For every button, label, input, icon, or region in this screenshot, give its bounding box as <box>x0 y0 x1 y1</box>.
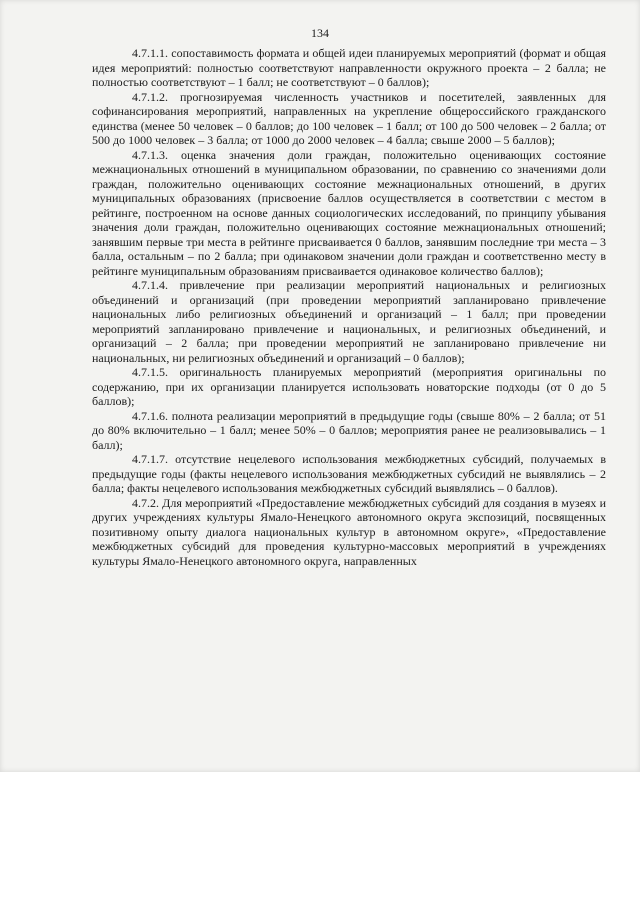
paragraph-4-7-1-1: 4.7.1.1. сопоставимость формата и общей идеи планируемых мероприятий (формат и общая идея мероприятий: полностью соответствуют направленности окружного проекта – 2 балла; не полностью соответствуют – 1 балл; не соответствуют – 0 баллов); <box>92 46 606 89</box>
paragraph-4-7-1-5: 4.7.1.5. оригинальность планируемых мероприятий (мероприятия оригинальны по содержанию, при их организации планируется использовать новаторские подходы (от 0 до 5 баллов); <box>92 365 606 408</box>
paragraph-4-7-2: 4.7.2. Для мероприятий «Предоставление межбюджетных субсидий для создания в музеях и других учреждениях культуры Ямало-Ненецкого автономного округа экспозиций, посвященных позитивному опыту диалога национальных культур в автономном округе», «Предоставление межбюджетных субсидий для проведения культурно-массовых мероприятий в учреждениях культуры Ямало-Ненецкого автономного округа, направленных <box>92 495 606 568</box>
document-body <box>92 46 606 568</box>
paragraph-4-7-1-7: 4.7.1.7. отсутствие нецелевого использования межбюджетных субсидий, получаемых в предыдущие годы (факты нецелевого использования межбюджетных субсидий не выявлялись – 2 балла; факты нецелевого использования межбюджетных субсидий выявлялись – 0 баллов). <box>92 452 606 495</box>
paragraph-4-7-1-3: 4.7.1.3. оценка значения доли граждан, положительно оценивающих состояние межнациональных отношений в муниципальном образовании, по сравнению со значениями доли граждан, положительно оценивающих состояние межнациональных отношений, в других муниципальных образованиях (присвоение баллов осуществляется в соответствии с местом в рейтинге, построенном на основе данных социологических исследований, по принципу убывания значения доли граждан, положительно оценивающих состояние межнациональных отношений; занявшим первые три места в рейтинге присваивается 0 баллов, занявшим последние три места – 3 балла, остальным – по 2 балла; при одинаковом значении доли граждан и соответственно месту в рейтинге муниципальным образованиям присваивается одинаковое количество баллов); <box>92 147 606 278</box>
paragraph-4-7-1-6: 4.7.1.6. полнота реализации мероприятий в предыдущие годы (свыше 80% – 2 балла; от 51 до 80% включительно – 1 балл; менее 50% – 0 баллов; мероприятия ранее не реализовывались – 1 балл); <box>92 408 606 452</box>
paragraph-4-7-1-2: 4.7.1.2. прогнозируемая численность участников и посетителей, заявленных для софинансирования мероприятий, направленных на укрепление общероссийского гражданского единства (менее 50 человек – 0 баллов; до 100 человек – 1 балл; от 100 до 500 человек – 2 балла; от 500 до 1000 человек – 3 балла; от 1000 до 2000 человек – 4 балла; свыше 2000 – 5 баллов); <box>92 89 606 147</box>
paragraph-4-7-1-4: 4.7.1.4. привлечение при реализации мероприятий национальных и религиозных объединений и организаций (при проведении мероприятий запланировано привлечение национальных либо религиозных объединений и организаций – 1 балл; при проведении мероприятий запланировано привлечение и национальных, и религиозных объединений, и организаций – 2 балла; при проведении мероприятий не запланировано привлечение ни национальных, ни религиозных объединений и организаций – 0 баллов); <box>92 278 606 365</box>
page-number: 134 <box>311 26 329 40</box>
